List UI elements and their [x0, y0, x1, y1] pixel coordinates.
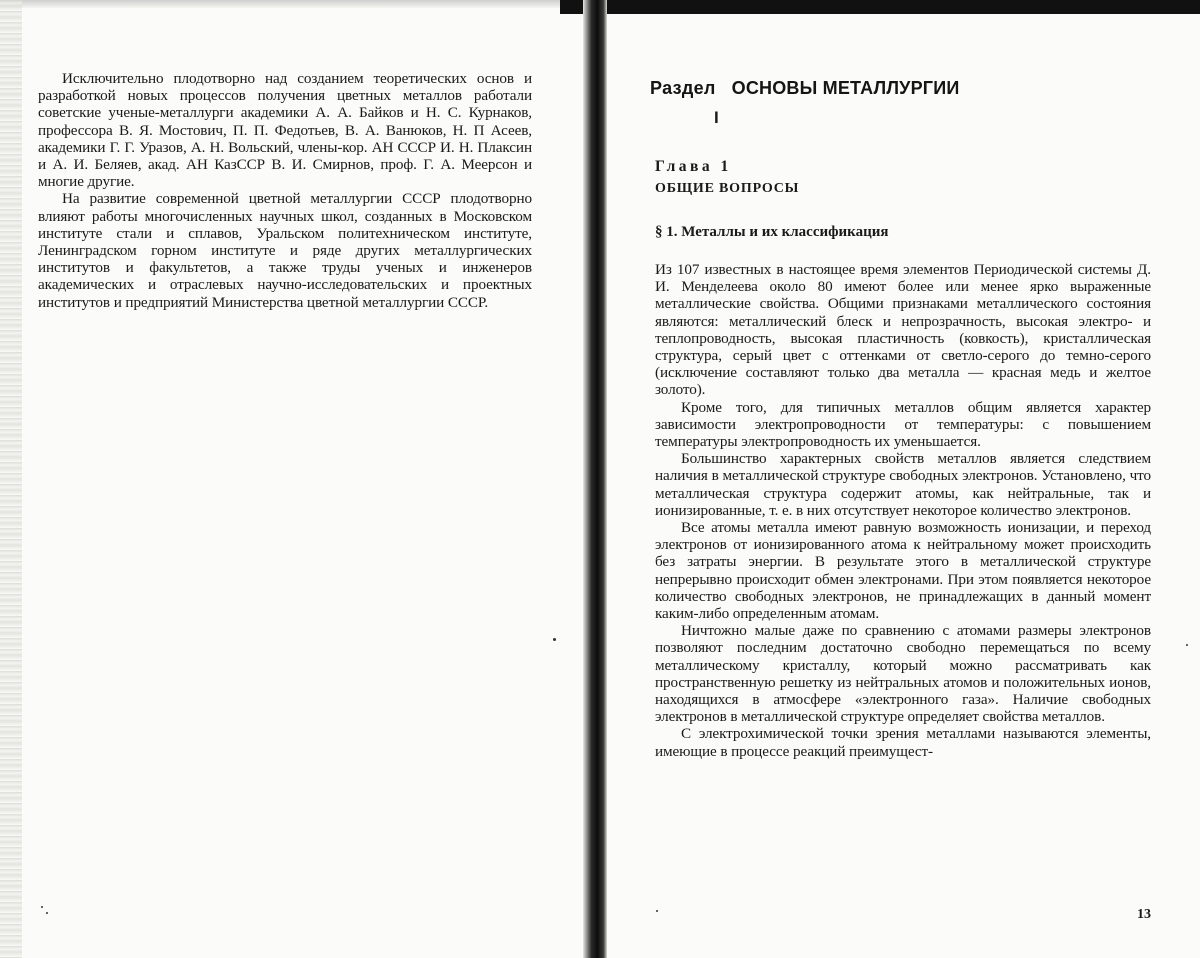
scan-speck [656, 910, 658, 912]
right-paragraph-4: Все атомы металла имеют равную возможность ионизации, и переход электронов от ионизированного атома к нейтральному может происходить без затраты энергии. В результате этого в металлической структуре непрерывно происходит обмен электронами. При этом появляется некоторое количество свободных электронов, не принадлежащих в данный момент каким-либо определенным атомам. [655, 519, 1151, 623]
book-gutter [583, 0, 607, 958]
section-number: I [714, 108, 719, 127]
right-paragraph-5: Ничтожно малые даже по сравнению с атомами размеры электронов позволяют последним достаточно свободно перемещаться по всему металлическому кристаллу, который можно рассматривать как пространственную решетку из нейтральных атомов и положительных ионов, находящихся в атмосфере «электронного газа». Наличие свободных электронов в металлической структуре определяет свойства металлов. [655, 622, 1151, 726]
left-page [38, 70, 532, 311]
page-edge-stack [0, 0, 22, 958]
right-page-body [655, 261, 1151, 760]
right-paragraph-3: Большинство характерных свойств металлов является следствием наличия в металлической структуре свободных электронов. Установлено, что металлическая структура содержит атомы, как нейтральные, так и ионизированные, т. е. в них отсутствует некоторое количество электронов. [655, 450, 1151, 519]
page-number: 13 [1137, 907, 1151, 922]
scan-speck [1186, 644, 1188, 646]
section-title: ОСНОВЫ МЕТАЛЛУРГИИ [731, 78, 960, 98]
right-paragraph-2: Кроме того, для типичных металлов общим является характер зависимости электропроводности от температуры: с повышением температуры электропроводность их уменьшается. [655, 398, 1151, 451]
section-heading [650, 78, 959, 99]
right-paragraph-6: С электрохимической точки зрения металлами называются элементы, имеющие в процессе реакций преимущест- [655, 725, 1151, 760]
section-word: Раздел [650, 78, 716, 98]
chapter-title: ОБЩИЕ ВОПРОСЫ [655, 181, 800, 196]
scan-speck [46, 912, 48, 914]
scan-speck [41, 906, 43, 908]
left-paragraph-1: Исключительно плодотворно над созданием теоретических основ и разработкой новых процессов получения цветных металлов работали советские ученые-металлурги академики А. А. Байков и Н. С. Курнаков, профессора В. Я. Мостович, П. П. Федотьев, В. А. Ванюков, Н. П Асеев, академики Г. Г. Уразов, А. Н. Вольский, члены-кор. АН СССР И. Н. Плаксин и А. И. Беляев, акад. АН КазССР В. И. Смирнов, проф. Г. А. Меерсон и многие другие. [38, 70, 532, 191]
right-paragraph-1: Из 107 известных в настоящее время элементов Периодической системы Д. И. Менделеева около 80 имеют более или менее ярко выраженные металлические свойства. Общими признаками металлического состояния являются: металлический блеск и непрозрачность, высокая электро- и теплопроводность, высокая пластичность (ковкость), кристаллическая структура, серый цвет с оттенками от светло-серого до темно-серого (исключение составляют только два металла — красная медь и желтое золото). [655, 261, 1151, 399]
scan-top-shadow [0, 0, 560, 8]
paragraph-heading: § 1. Металлы и их классификация [655, 224, 889, 240]
left-paragraph-2: На развитие современной цветной металлургии СССР плодотворно влияют работы многочисленных научных школ, созданных в Московском институте стали и сплавов, Уральском политехническом институте, Ленинградском горном институте и ряде других металлургических институтов и факультетов, а также труды ученых и инженеров академических и отраслевых научно-исследовательских и проектных институтов и предприятий Министерства цветной металлургии СССР. [38, 190, 532, 311]
scan-top-band [560, 0, 1200, 14]
chapter-label: Глава 1 [655, 158, 732, 175]
scan-speck [553, 638, 556, 641]
